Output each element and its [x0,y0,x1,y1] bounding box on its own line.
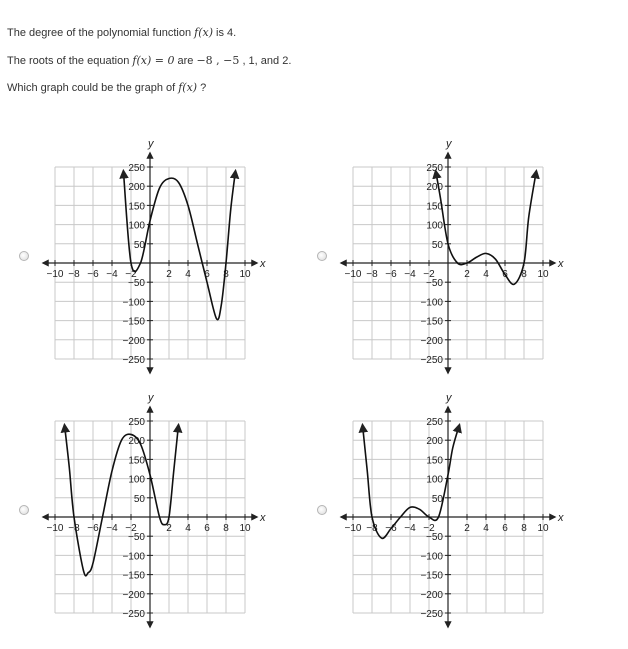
y-tick-label: −50 [426,532,443,544]
x-tick-label: 4 [483,269,489,280]
graph-option-d [328,390,578,640]
question-text: ? [197,82,207,94]
x-tick-label: −8 [68,269,80,280]
x-tick-label: 4 [185,269,191,280]
math-equation: f(x) = 0 [132,54,175,67]
x-tick-label: −6 [87,523,99,534]
x-tick-label: −10 [46,269,64,280]
y-tick-label: 150 [128,455,145,467]
question-line-prompt [7,81,206,94]
answer-radio-d[interactable] [317,505,327,515]
x-tick-label: 6 [204,523,210,534]
x-tick-label: −8 [366,269,378,280]
x-tick-label: 10 [239,269,251,280]
answer-radio-b[interactable] [317,251,327,261]
x-tick-label: −4 [106,269,118,280]
y-tick-label: 50 [133,493,145,505]
x-tick-label: −6 [385,269,397,280]
x-tick-label: 2 [464,269,470,280]
y-tick-label: −100 [420,551,443,563]
x-tick-label: 2 [166,523,172,534]
y-tick-label: −100 [122,551,145,563]
coordinate-plane [30,390,280,640]
y-axis-label: y [148,138,154,150]
question-line-roots [7,54,291,67]
polynomial-curve [363,425,460,539]
x-tick-label: 8 [521,523,527,534]
graph-option-b [328,136,578,386]
question-text: is 4. [212,27,237,39]
x-tick-label: −8 [68,523,80,534]
x-tick-label: −2 [423,523,435,534]
y-tick-label: 100 [128,220,145,232]
x-tick-label: −6 [385,523,397,534]
y-tick-label: 250 [426,417,443,428]
y-tick-label: 200 [426,182,443,194]
x-tick-label: 4 [483,523,489,534]
x-tick-label: 6 [502,523,508,534]
y-axis-label: y [446,392,452,404]
y-tick-label: 100 [426,474,443,486]
x-tick-label: −6 [87,269,99,280]
x-tick-label: 8 [223,523,229,534]
y-tick-label: 250 [128,417,145,428]
y-tick-label: −50 [128,532,145,544]
x-tick-label: −2 [423,269,435,280]
x-tick-label: −10 [344,523,362,534]
question-text: Which graph could be the graph of [7,82,179,94]
y-tick-label: 200 [128,182,145,194]
math-roots: −8 , −5 [196,54,240,67]
x-tick-label: −10 [46,523,64,534]
y-tick-label: −150 [122,316,145,328]
y-tick-label: 50 [431,493,443,505]
x-tick-label: 6 [204,269,210,280]
y-tick-label: −150 [420,570,443,582]
y-tick-label: 100 [426,220,443,232]
y-tick-label: 200 [426,436,443,448]
y-tick-label: 150 [426,201,443,213]
graph-option-c [30,390,280,640]
y-tick-label: −250 [420,355,443,366]
x-tick-label: 10 [537,269,549,280]
y-tick-label: −250 [420,609,443,620]
y-tick-label: −200 [122,335,145,347]
coordinate-plane [328,136,578,386]
question-text: are [174,55,197,67]
x-tick-label: −2 [125,523,137,534]
y-tick-label: −200 [420,589,443,601]
answer-radio-a[interactable] [19,251,29,261]
y-tick-label: −200 [420,335,443,347]
question-text: The roots of the equation [7,55,133,67]
x-tick-label: −4 [106,523,118,534]
x-tick-label: 2 [166,269,172,280]
y-tick-label: −250 [122,355,145,366]
y-tick-label: 250 [128,163,145,174]
x-tick-label: 6 [502,269,508,280]
x-axis-label: x [260,512,266,524]
x-tick-label: 10 [537,523,549,534]
x-tick-label: −10 [344,269,362,280]
y-tick-label: −150 [122,570,145,582]
y-tick-label: 100 [128,474,145,486]
question-text: The degree of the polynomial function [7,27,195,39]
x-tick-label: 2 [464,523,470,534]
y-tick-label: −150 [420,316,443,328]
y-tick-label: 150 [426,455,443,467]
x-tick-label: −4 [404,269,416,280]
question-line-degree [7,26,236,39]
y-tick-label: −250 [122,609,145,620]
graph-option-a [30,136,280,386]
y-tick-label: −200 [122,589,145,601]
x-tick-label: 8 [223,269,229,280]
math-fx: f(x) [178,81,198,94]
y-tick-label: 200 [128,436,145,448]
y-tick-label: 50 [133,239,145,251]
y-axis-label: y [446,138,452,150]
x-tick-label: 4 [185,523,191,534]
math-fx: f(x) [194,26,213,39]
y-tick-label: −100 [420,297,443,309]
x-tick-label: −4 [404,523,416,534]
x-tick-label: −2 [125,269,137,280]
y-tick-label: −50 [426,278,443,290]
x-tick-label: 8 [521,269,527,280]
question-text: , 1, and 2. [239,55,292,67]
x-tick-label: 10 [239,523,251,534]
y-tick-label: 150 [128,201,145,213]
y-tick-label: 250 [426,163,443,174]
x-tick-label: −8 [366,523,378,534]
answer-radio-c[interactable] [19,505,29,515]
y-axis-label: y [148,392,154,404]
coordinate-plane [328,390,578,640]
y-tick-label: 50 [431,239,443,251]
x-axis-label: x [260,258,266,270]
x-axis-label: x [558,258,564,270]
y-tick-label: −100 [122,297,145,309]
coordinate-plane [30,136,280,386]
x-axis-label: x [558,512,564,524]
y-tick-label: −50 [128,278,145,290]
